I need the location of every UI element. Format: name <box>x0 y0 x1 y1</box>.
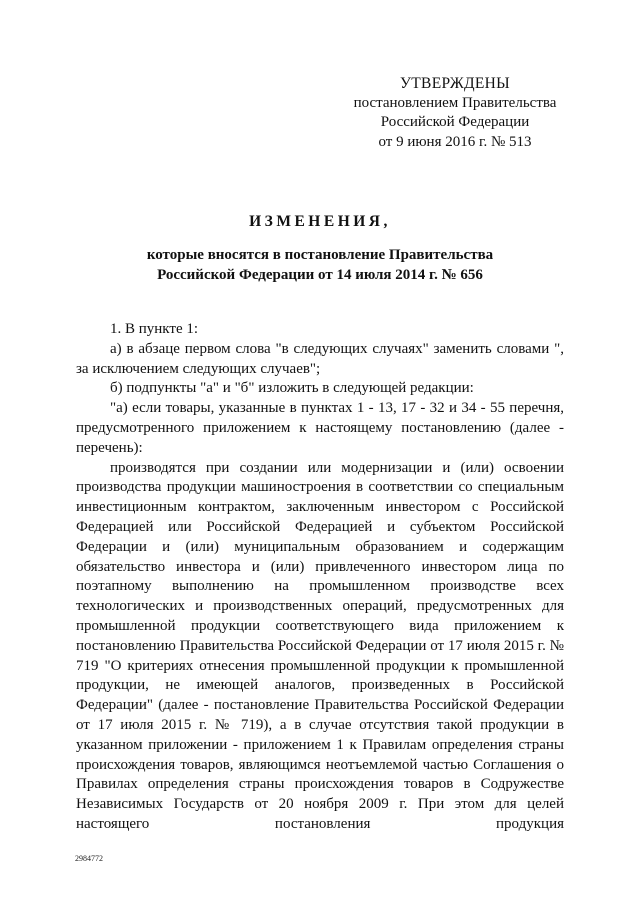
document-code: 2984772 <box>75 854 103 863</box>
approval-block <box>320 74 590 152</box>
approval-line-2: Российской Федерации <box>380 114 530 130</box>
paragraph-4: "а) если товары, указанные в пунктах 1 - 13, 17 - 32 и 34 - 55 перечня, предусмотренного приложением к настоящему постановлению (далее - перечень): <box>76 400 564 456</box>
paragraph-3: б) подпункты "а" и "б" изложить в следующей редакции: <box>110 380 474 397</box>
document-heading: ИЗМЕНЕНИЯ, <box>249 213 391 230</box>
document-body <box>76 320 564 835</box>
paragraph-2: а) в абзаце первом слова "в следующих случаях" заменить словами ", за исключением следующих случаев"; <box>76 340 564 377</box>
approval-title: УТВЕРЖДЕНЫ <box>400 75 510 92</box>
paragraph-5: производятся при создании или модернизации и (или) освоении производства продукции машиностроения в соответствии со специальным инвестиционным контрактом, заключенным инвестором с Российской Федерацией или Российской Федерацией и субъектом Российской Федерации и (или) муниципальным образованием и содержащим обязательство инвестора и (или) привлеченного инвестором лица по поэтапному выполнению на промышленном производстве всех технологических и производственных операций, предусмотренных для промышленной продукции соответствующего вида приложением к постановлению Правительства Российской Федерации от 17 июля 2015 г. № 719 "О критериях отнесения промышленной продукции к промышленной продукции, не имеющей аналогов, произведенных в Российской Федерации" (далее - постановление Правительства Российской Федерации от 17 июля 2015 г. № 719), а в случае отсутствия такой продукции в указанном приложении - приложением 1 к Правилам определения страны происхождения товаров, являющимся неотъемлемой частью Соглашения о Правилах определения страны происхождения товаров в Содружестве Независимых Государств от 20 ноября 2009 г. При этом для целей настоящего постановления продукция <box>76 459 564 832</box>
subheading-line-2: Российской Федерации от 14 июля 2014 г. № 656 <box>157 266 483 283</box>
document-subheading <box>100 246 540 285</box>
paragraph-1: 1. В пункте 1: <box>110 321 199 337</box>
approval-line-1: постановлением Правительства <box>353 94 557 111</box>
approval-line-3: от 9 июня 2016 г. № 513 <box>378 133 532 150</box>
subheading-line-1: которые вносятся в постановление Правительства <box>146 247 494 263</box>
